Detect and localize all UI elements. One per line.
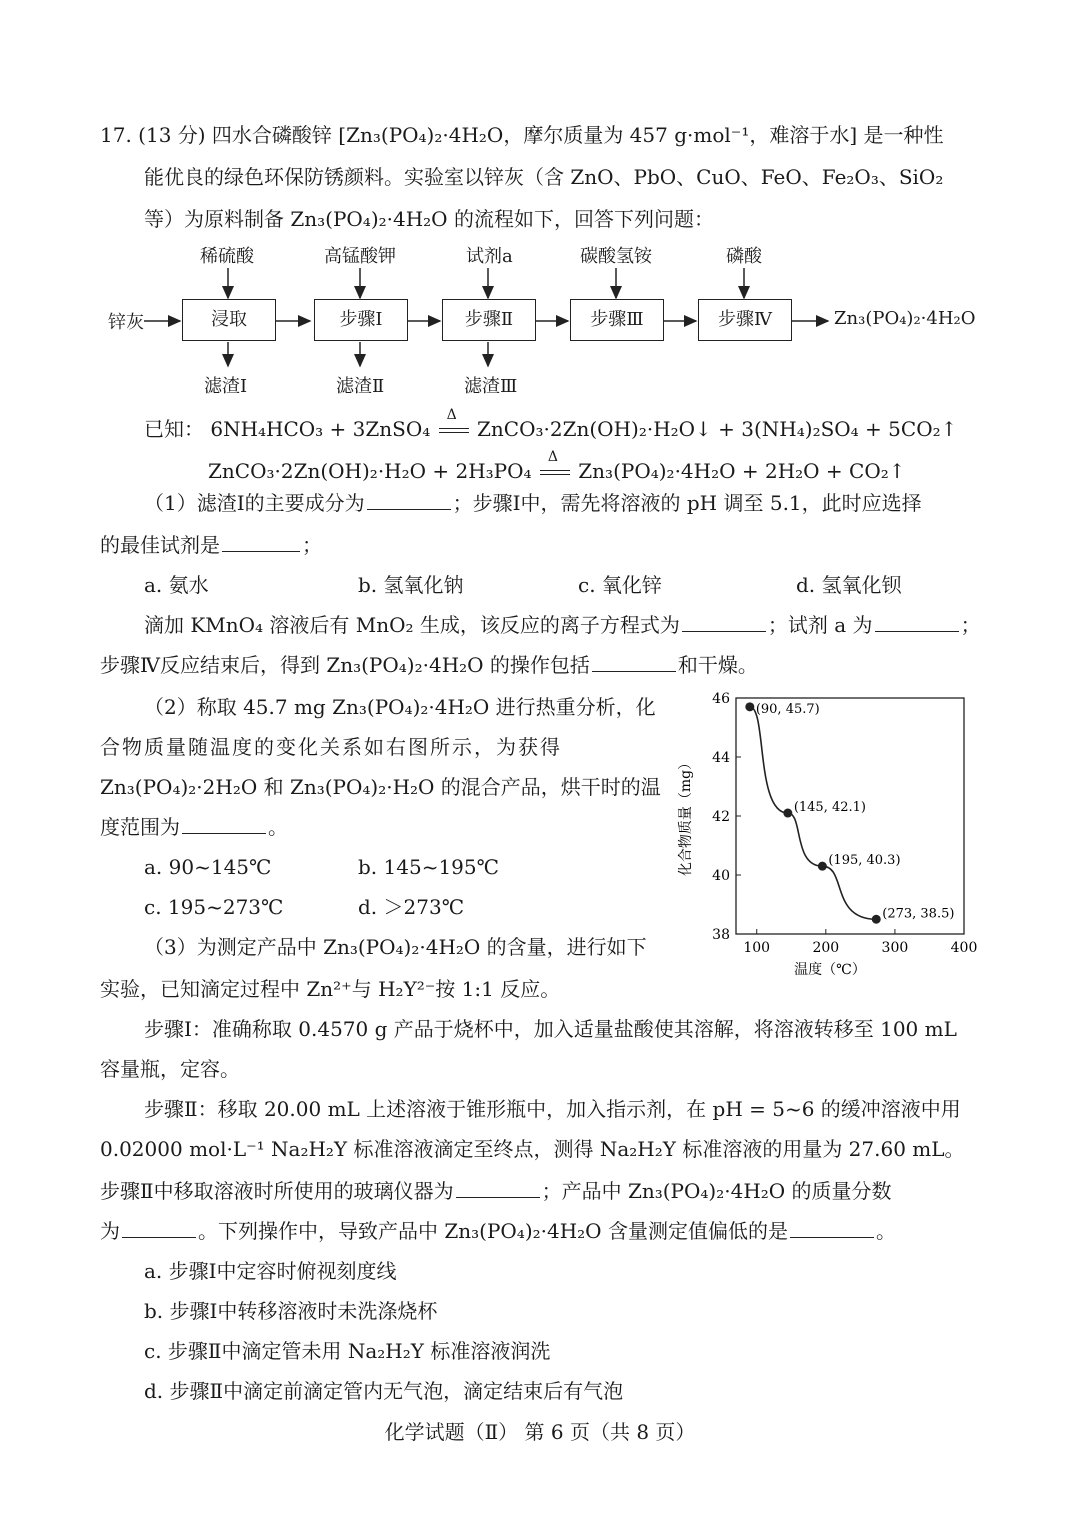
- plot-frame: [736, 698, 964, 934]
- flow-product: Zn₃(PO₄)₂·4H₂O: [834, 308, 976, 329]
- thermogravimetric-chart: [670, 688, 990, 998]
- step-1-box: 步骤Ⅰ: [314, 299, 408, 341]
- step-2-box: 步骤Ⅱ: [442, 299, 536, 341]
- part3-question-line-2: 为 。下列操作中，导致产品中 Zn₃(PO₄)₂·4H₂O 含量测定值偏低的是 。: [100, 1219, 896, 1243]
- data-point: [783, 809, 792, 818]
- part2-option-b: b. 145~195℃: [358, 855, 499, 879]
- reagent-a: 试剂a: [466, 246, 513, 267]
- part1-option-c: c. 氧化锌: [578, 573, 662, 597]
- y-axis-label: 化合物质量（mg）: [678, 755, 694, 877]
- x-axis-label: 温度（℃）: [794, 962, 866, 978]
- answer-blank[interactable]: [592, 651, 676, 672]
- step-4-box: 步骤Ⅳ: [698, 299, 792, 341]
- residue-1: 滤渣Ⅰ: [204, 376, 248, 397]
- part1-line-4: 步骤Ⅳ反应结束后，得到 Zn₃(PO₄)₂·4H₂O 的操作包括 和干燥。: [100, 653, 758, 677]
- x-tick-label: 400: [950, 940, 978, 956]
- data-point-label: (145, 42.1): [793, 800, 866, 816]
- part3-line-2: 实验，已知滴定过程中 Zn²⁺与 H₂Y²⁻按 1:1 反应。: [100, 977, 561, 1001]
- heat-equals-sign: Δ: [538, 456, 572, 486]
- answer-blank[interactable]: [122, 1217, 196, 1238]
- y-tick-label: 38: [712, 927, 730, 943]
- part3-step1-line-1: 步骤Ⅰ：准确称取 0.4570 g 产品于烧杯中，加入适量盐酸使其溶解，将溶液转移至 100 mL: [144, 1017, 957, 1041]
- part3-step2-line-1: 步骤Ⅱ：移取 20.00 mL 上述溶液于锥形瓶中，加入指示剂，在 pH = 5~6 的缓冲溶液中用: [144, 1097, 961, 1121]
- answer-blank[interactable]: [875, 611, 959, 632]
- part2-line-2: 合物质量随温度的变化关系如右图所示，为获得: [100, 735, 562, 759]
- answer-blank[interactable]: [367, 489, 451, 510]
- chart-svg: [670, 688, 990, 998]
- known-prefix: 已知：: [144, 417, 204, 441]
- answer-blank[interactable]: [682, 611, 766, 632]
- known-reaction-1: [144, 407, 958, 444]
- part1-option-b: b. 氢氧化钠: [358, 573, 464, 597]
- part2-line-3: Zn₃(PO₄)₂·2H₂O 和 Zn₃(PO₄)₂·H₂O 的混合产品，烘干时的温: [100, 775, 661, 799]
- heat-equals-sign: Δ: [437, 414, 471, 444]
- part2-line-1: （2）称取 45.7 mg Zn₃(PO₄)₂·4H₂O 进行热重分析，化: [144, 695, 656, 719]
- reaction-1-reactants: 6NH₄HCO₃ + 3ZnSO₄: [210, 417, 431, 441]
- answer-blank[interactable]: [222, 531, 300, 552]
- part3-option-b: b. 步骤Ⅰ中转移溶液时未洗涤烧杯: [144, 1299, 438, 1323]
- reagent-dilute-sulfuric-acid: 稀硫酸: [200, 246, 254, 267]
- part2-line-4: 度范围为 。: [100, 815, 288, 839]
- reagent-potassium-permanganate: 高锰酸钾: [324, 246, 396, 267]
- answer-blank[interactable]: [790, 1217, 874, 1238]
- reagent-phosphoric-acid: 磷酸: [726, 246, 762, 267]
- part3-option-c: c. 步骤Ⅱ中滴定管未用 Na₂H₂Y 标准溶液润洗: [144, 1339, 551, 1363]
- part1-line-1: （1）滤渣Ⅰ的主要成分为 ；步骤Ⅰ中，需先将溶液的 pH 调至 5.1，此时应选择: [144, 491, 922, 515]
- data-point-label: (90, 45.7): [755, 701, 820, 717]
- y-tick-label: 46: [712, 691, 730, 707]
- data-point-label: (273, 38.5): [882, 906, 955, 922]
- step-leaching-box: 浸取: [182, 299, 276, 341]
- x-tick-label: 200: [812, 940, 840, 956]
- part3-option-a: a. 步骤Ⅰ中定容时俯视刻度线: [144, 1259, 397, 1283]
- question-line-2: 能优良的绿色环保防锈颜料。实验室以锌灰（含 ZnO、PbO、CuO、FeO、Fe₂O₃、SiO₂: [144, 165, 944, 189]
- part2-option-d: d. ＞273℃: [358, 895, 465, 919]
- page-footer: 化学试题（Ⅱ） 第 6 页（共 8 页）: [384, 1420, 696, 1444]
- part3-option-d: d. 步骤Ⅱ中滴定前滴定管内无气泡，滴定结束后有气泡: [144, 1379, 624, 1403]
- flow-input-zinc-ash: 锌灰: [108, 312, 144, 333]
- data-point: [818, 862, 827, 871]
- reaction-1-products: ZnCO₃·2Zn(OH)₂·H₂O↓ + 3(NH₄)₂SO₄ + 5CO₂↑: [477, 417, 958, 441]
- reagent-ammonium-bicarbonate: 碳酸氢铵: [580, 246, 652, 267]
- part2-option-a: a. 90~145℃: [144, 855, 272, 879]
- data-point-label: (195, 40.3): [828, 853, 901, 869]
- answer-blank[interactable]: [456, 1177, 540, 1198]
- process-flow-diagram: [100, 236, 1000, 406]
- part3-line-1: （3）为测定产品中 Zn₃(PO₄)₂·4H₂O 的含量，进行如下: [144, 935, 647, 959]
- part3-step1-line-2: 容量瓶，定容。: [100, 1057, 240, 1081]
- answer-blank[interactable]: [182, 813, 266, 834]
- step-3-box: 步骤Ⅲ: [570, 299, 664, 341]
- known-reaction-2: [208, 449, 906, 486]
- y-tick-label: 40: [712, 868, 730, 884]
- part3-step2-line-2: 0.02000 mol·L⁻¹ Na₂H₂Y 标准溶液滴定至终点，测得 Na₂H₂Y 标准溶液的用量为 27.60 mL。: [100, 1137, 965, 1161]
- part1-line-2: 的最佳试剂是 ；: [100, 533, 322, 557]
- x-tick-label: 100: [743, 940, 771, 956]
- x-tick-label: 300: [881, 940, 909, 956]
- data-point: [872, 915, 881, 924]
- reaction-2-products: Zn₃(PO₄)₂·4H₂O + 2H₂O + CO₂↑: [578, 459, 906, 483]
- part1-line-3: 滴加 KMnO₄ 溶液后有 MnO₂ 生成，该反应的离子方程式为 ；试剂 a 为 ；: [144, 613, 981, 637]
- part2-option-c: c. 195~273℃: [144, 895, 284, 919]
- y-tick-label: 42: [712, 809, 730, 825]
- data-point: [745, 702, 754, 711]
- reaction-2-reactants: ZnCO₃·2Zn(OH)₂·H₂O + 2H₃PO₄: [208, 459, 532, 483]
- part3-question-line-1: 步骤Ⅱ中移取溶液时所使用的玻璃仪器为 ；产品中 Zn₃(PO₄)₂·4H₂O 的质量分数: [100, 1179, 892, 1203]
- part1-option-d: d. 氢氧化钡: [796, 573, 902, 597]
- residue-3: 滤渣Ⅲ: [464, 376, 518, 397]
- question-line-1: 17. (13 分) 四水合磷酸锌 [Zn₃(PO₄)₂·4H₂O，摩尔质量为 457 g·mol⁻¹，难溶于水] 是一种性: [100, 123, 944, 147]
- part1-option-a: a. 氨水: [144, 573, 209, 597]
- residue-2: 滤渣Ⅱ: [336, 376, 385, 397]
- y-tick-label: 44: [712, 750, 730, 766]
- question-line-3: 等）为原料制备 Zn₃(PO₄)₂·4H₂O 的流程如下，回答下列问题：: [144, 207, 714, 231]
